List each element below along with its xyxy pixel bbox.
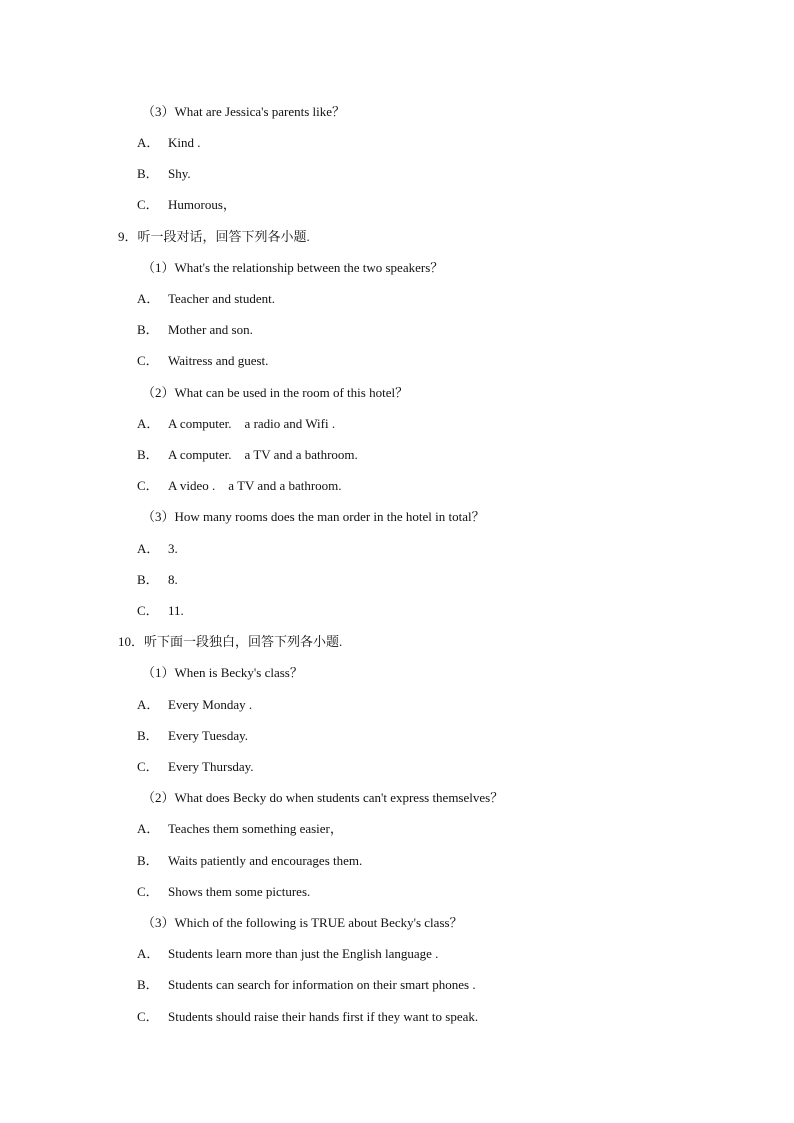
option-letter: B． — [137, 322, 159, 337]
option-text: Waits patiently and encourages them. — [168, 853, 363, 868]
q9-part1-option-c — [137, 352, 268, 370]
q9-heading: 9．听一段对话，回答下列各小题. — [118, 229, 310, 244]
option-text: Students can search for information on their smart phones . — [168, 977, 476, 992]
option-letter: A． — [137, 697, 160, 712]
q10-part1-option-c — [137, 758, 254, 776]
option-text: 11. — [168, 603, 184, 618]
q10-part2-option-a — [137, 820, 343, 838]
q10-part3-question: （3）Which of the following is TRUE about Becky's class？ — [142, 915, 463, 930]
option-text: 3. — [168, 541, 178, 556]
q10-part3-option-a — [137, 945, 438, 963]
option-text: Every Tuesday. — [168, 728, 249, 743]
option-letter: A． — [137, 821, 160, 836]
option-text: Humorous， — [168, 197, 236, 212]
option-text: A computer. a radio and Wifi . — [168, 416, 336, 431]
option-text: Every Monday . — [168, 697, 253, 712]
option-letter: C． — [137, 884, 159, 899]
q9-part1-option-b — [137, 321, 253, 339]
option-letter: A． — [137, 135, 160, 150]
q10-part2-question: （2）What does Becky do when students can't express themselves？ — [142, 790, 504, 805]
option-text: Shows them some pictures. — [168, 884, 311, 899]
option-text: Shy. — [168, 166, 191, 181]
option-text: A computer. a TV and a bathroom. — [168, 447, 358, 462]
q10-part2-option-c — [137, 883, 310, 901]
q10-part2-option-b — [137, 852, 362, 870]
option-letter: C． — [137, 603, 159, 618]
q9-part3-option-c — [137, 602, 184, 620]
option-text: Every Thursday. — [168, 759, 254, 774]
option-text: Students learn more than just the English language . — [168, 946, 439, 961]
q10-part1-question: （1）When is Becky's class？ — [142, 665, 303, 680]
option-letter: B． — [137, 853, 159, 868]
q8-part3-option-a — [137, 134, 201, 152]
option-text: Mother and son. — [168, 322, 253, 337]
q9-part1-question: （1）What's the relationship between the two speakers？ — [142, 260, 444, 275]
option-letter: C． — [137, 478, 159, 493]
q9-part3-option-b — [137, 571, 178, 589]
option-letter: C． — [137, 759, 159, 774]
q10-part1-option-a — [137, 696, 252, 714]
option-letter: A． — [137, 541, 160, 556]
option-letter: C． — [137, 353, 159, 368]
option-letter: A． — [137, 946, 160, 961]
q8-part3-question: （3）What are Jessica's parents like？ — [142, 104, 346, 119]
q9-part2-question: （2）What can be used in the room of this hotel？ — [142, 385, 409, 400]
option-text: A video . a TV and a bathroom. — [168, 478, 342, 493]
option-text: Students should raise their hands first if they want to speak. — [168, 1009, 479, 1024]
q8-part3-option-c — [137, 196, 236, 214]
option-letter: A． — [137, 416, 160, 431]
option-letter: B． — [137, 572, 159, 587]
option-letter: C． — [137, 197, 159, 212]
q10-part3-option-c — [137, 1008, 478, 1026]
option-text: Kind . — [168, 135, 201, 150]
option-letter: A． — [137, 291, 160, 306]
q9-part3-question: （3）How many rooms does the man order in the hotel in total？ — [142, 509, 485, 524]
option-text: Waitress and guest. — [168, 353, 269, 368]
q9-part3-option-a — [137, 540, 178, 558]
option-text: Teaches them something easier， — [168, 821, 343, 836]
option-letter: B． — [137, 977, 159, 992]
option-letter: B． — [137, 447, 159, 462]
option-letter: C． — [137, 1009, 159, 1024]
q8-part3-option-b — [137, 165, 191, 183]
option-text: Teacher and student. — [168, 291, 276, 306]
q10-part1-option-b — [137, 727, 248, 745]
option-text: 8. — [168, 572, 178, 587]
q9-part1-option-a — [137, 290, 275, 308]
option-letter: B． — [137, 728, 159, 743]
q9-part2-option-b — [137, 446, 358, 464]
q9-part2-option-a — [137, 415, 335, 433]
q9-part2-option-c — [137, 477, 342, 495]
q10-heading: 10．听下面一段独白，回答下列各小题. — [118, 634, 343, 649]
q10-part3-option-b — [137, 976, 476, 994]
option-letter: B． — [137, 166, 159, 181]
